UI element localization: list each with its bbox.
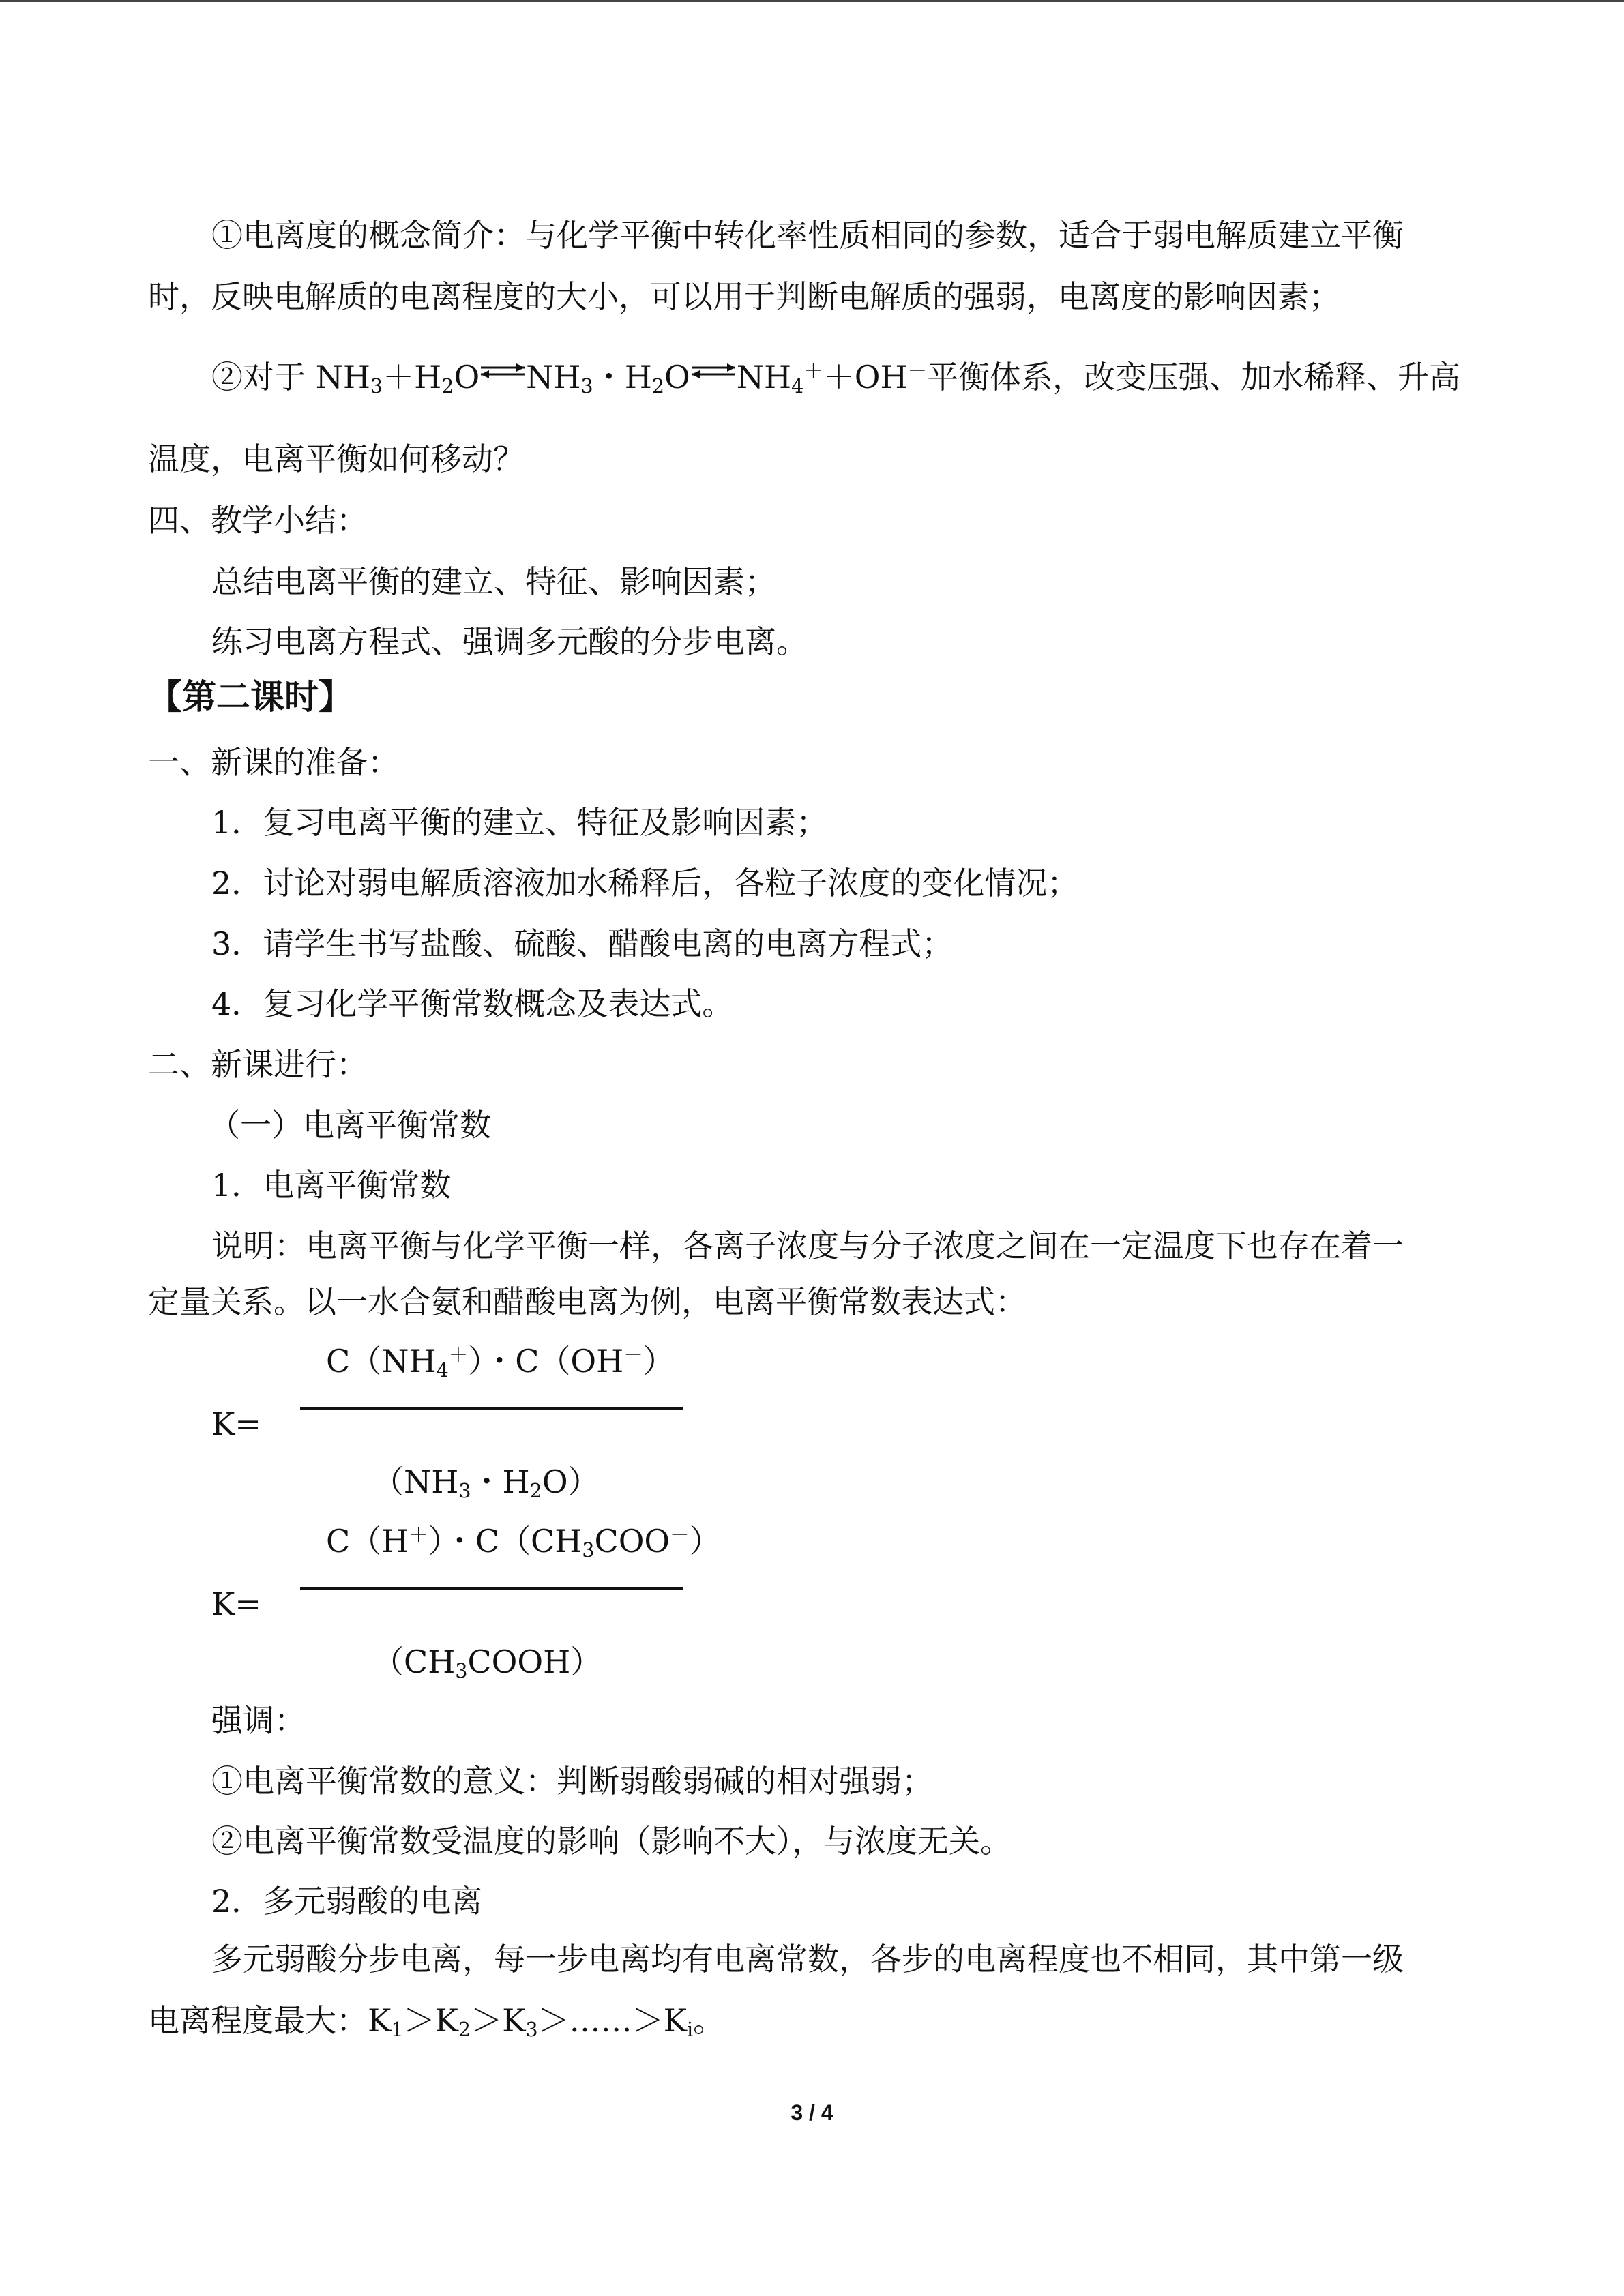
para-ionization-degree-line1: ①电离度的概念简介：与化学平衡中转化率性质相同的参数，适合于弱电解质建立平衡 <box>211 217 1404 254</box>
formula-1-k: K= <box>211 1405 261 1442</box>
emphasis-heading: 强调： <box>211 1702 306 1739</box>
formula-2-numerator: C（H＋）・$C(CH_3COO^-)$ <box>326 1523 721 1562</box>
lesson-heading: 【第二课时】 <box>148 677 353 717</box>
formula-1-denominator: （$NH_3$・$H_2O$） <box>372 1463 600 1503</box>
para-ammonia-equilibrium: ②对于 $NH_3+H_2O$ $NH_3$・$H_2O$ $NH_4^++OH^-$平衡体系，改变压强、加水稀释、升高 <box>211 357 1460 398</box>
polyacid-line1: 多元弱酸分步电离，每一步电离均有电离常数，各步的电离程度也不相同，其中第一级 <box>211 1941 1404 1978</box>
sub-section-heading: （一）电离平衡常数 <box>209 1107 491 1144</box>
para-ionization-degree-line2: 时，反映电解质的电离程度的大小，可以用于判断电解质的强弱，电离度的影响因素； <box>148 278 1340 315</box>
fraction-bar <box>300 1407 683 1410</box>
formula-2-k: K= <box>211 1585 261 1622</box>
emphasis-item: ①电离平衡常数的意义：判断弱酸弱碱的相对强弱； <box>211 1763 933 1800</box>
section-heading-preparation: 一、新课的准备： <box>148 744 399 781</box>
equilibrium-arrow-icon <box>477 357 529 398</box>
explanation-line1: 说明：电离平衡与化学平衡一样，各离子浓度与分子浓度之间在一定温度下也存在着一 <box>211 1227 1404 1264</box>
item-heading: 1．电离平衡常数 <box>211 1167 452 1204</box>
prep-item: 1．复习电离平衡的建立、特征及影响因素； <box>211 804 828 841</box>
formula-1-numerator: $C(NH_4^+)$・C（OH－） <box>326 1343 675 1382</box>
item-heading: 2．多元弱酸的电离 <box>211 1883 483 1920</box>
section-heading-summary: 四、教学小结： <box>148 502 368 539</box>
prep-item: 4．复习化学平衡常数概念及表达式。 <box>211 985 734 1022</box>
fraction-bar <box>300 1587 683 1590</box>
summary-item: 总结电离平衡的建立、特征、影响因素； <box>211 563 776 600</box>
summary-item: 练习电离方程式、强调多元酸的分步电离。 <box>211 623 808 660</box>
formula-2-denominator: $(CH_3COOH)$ <box>372 1643 602 1683</box>
equilibrium-arrow-icon <box>688 357 739 398</box>
prep-item: 3．请学生书写盐酸、硫酸、醋酸电离的电离方程式； <box>211 925 954 962</box>
para-ammonia-equilibrium-line2: 温度，电离平衡如何移动？ <box>148 441 525 477</box>
prep-item: 2．讨论对弱电解质溶液加水稀释后，各粒子浓度的变化情况； <box>211 865 1079 901</box>
emphasis-item: ②电离平衡常数受温度的影响（影响不大），与浓度无关。 <box>211 1823 1012 1860</box>
page-top-border <box>0 0 1624 2</box>
section-heading-new-lesson: 二、新课进行： <box>148 1046 368 1083</box>
polyacid-line2: 电离程度最大：$K_1>K_2>K_3>\dots\dots>K_i$。 <box>148 2002 725 2042</box>
explanation-line2: 定量关系。以一水合氨和醋酸电离为例，电离平衡常数表达式： <box>148 1283 1027 1320</box>
page-number: 3 / 4 <box>791 2100 833 2125</box>
